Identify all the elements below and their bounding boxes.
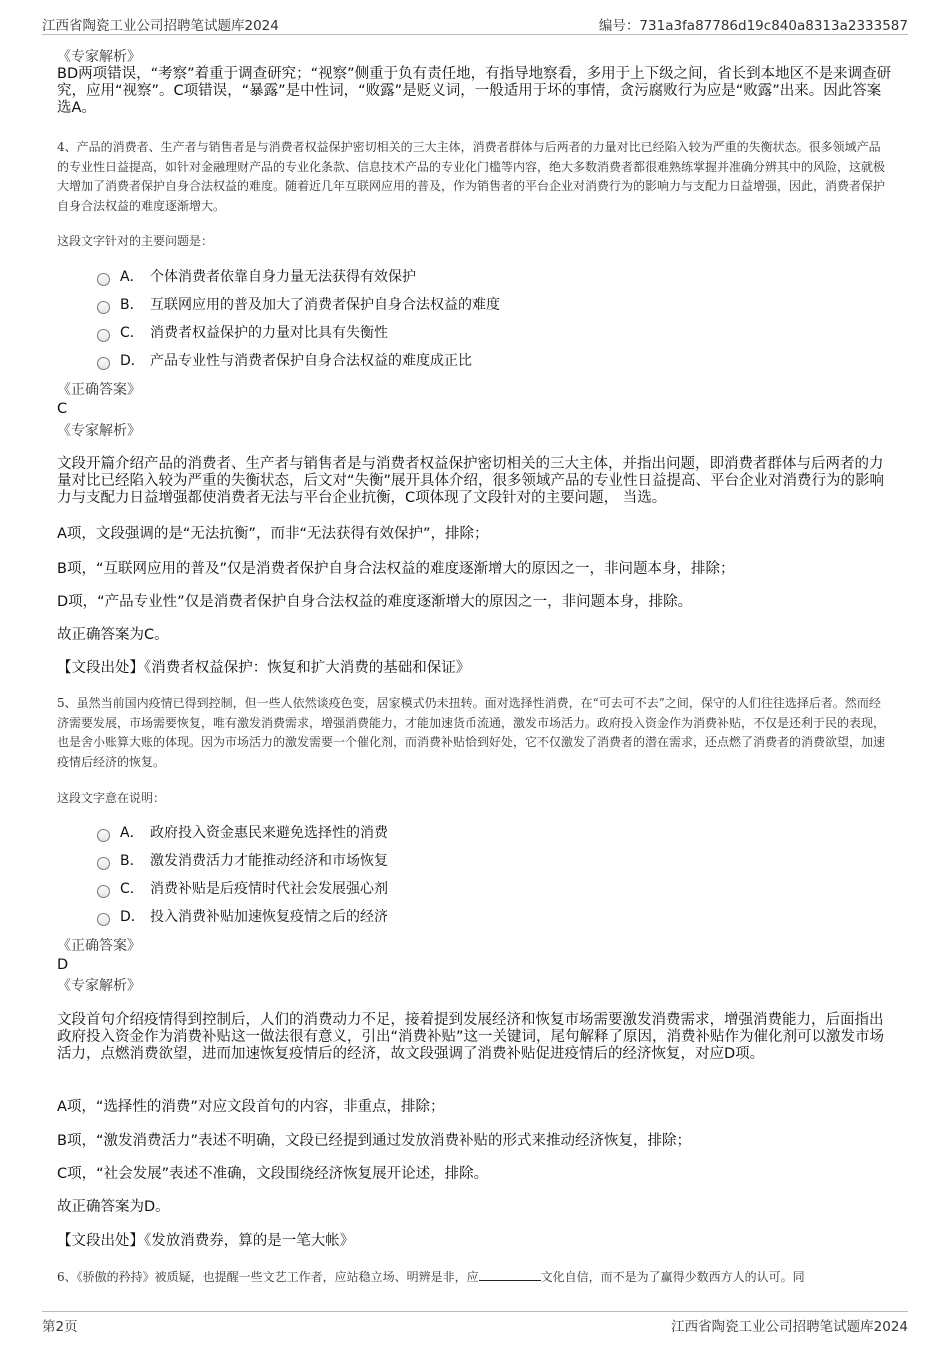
correct-answer: D	[57, 957, 69, 973]
expert-analysis-text: 故正确答案为C。	[57, 627, 169, 643]
expert-analysis-text: B项，“互联网应用的普及”仅是消费者保护自身合法权益的难度逐渐增大的原因之一，非问题本身，排除；	[57, 561, 735, 577]
correct-answer-label: 《正确答案》	[57, 938, 141, 954]
page-footer	[42, 1311, 908, 1336]
radio-icon[interactable]	[97, 301, 110, 314]
q5-option-a[interactable]: A． 政府投入资金惠民来避免选择性的消费	[97, 822, 388, 842]
expert-analysis-label: 《专家解析》	[57, 423, 141, 439]
question-4-stem: 4、产品的消费者、生产者与销售者是与消费者权益保护密切相关的三大主体，消费者群体与后两者的力量对比已经陷入较为严重的失衡状态。很多领域产品的专业性日益提高，如针对金融理财产品的专业化条款、信息技术产品的专业化门槛等内容，绝大多数消费者都很难熟练掌握并准确分辨其中的风险，这就极大增加了消费者保护自身合法权益的难度。随着近几年互联网应用的普及，作为销售者的平台企业对消费行为的影响力与支配力日益增强，因此，消费者保护自身合法权益的难度逐渐增大。	[57, 140, 886, 213]
radio-icon[interactable]	[97, 913, 110, 926]
q4-option-d[interactable]: D． 产品专业性与消费者保护自身合法权益的难度成正比	[97, 350, 472, 370]
question-5-prompt: 这段文字意在说明：	[57, 791, 166, 805]
radio-icon[interactable]	[97, 857, 110, 870]
expert-analysis-text: B项，“激发消费活力”表述不明确，文段已经提到通过发放消费补贴的形式来推动经济恢复，排除；	[57, 1133, 691, 1149]
passage-source: 【文段出处】《发放消费券，算的是一笔大帐》	[57, 1233, 355, 1249]
radio-icon[interactable]	[97, 829, 110, 842]
radio-icon[interactable]	[97, 357, 110, 370]
q5-option-b[interactable]: B． 激发消费活力才能推动经济和市场恢复	[97, 850, 388, 870]
q4-option-a[interactable]: A． 个体消费者依靠自身力量无法获得有效保护	[97, 266, 416, 286]
expert-analysis-label: 《专家解析》	[57, 978, 141, 994]
radio-icon[interactable]	[97, 329, 110, 342]
expert-analysis-label: 《专家解析》	[57, 49, 141, 65]
expert-analysis-text: BD两项错误，“考察”着重于调查研究；“视察”侧重于负有责任地，有指导地察看，多用于上下级之间，省长到本地区不是来调查研究，应用“视察”。C项错误，“暴露”是中性词，“败露”是贬义词，一般适用于坏的事情，贪污腐败行为应是“败露”出来。因此答案选A。	[57, 66, 892, 116]
expert-analysis-text: D项，“产品专业性”仅是消费者保护自身合法权益的难度逐渐增大的原因之一，非问题本身，排除。	[57, 594, 693, 610]
expert-analysis-text: 故正确答案为D。	[57, 1199, 170, 1215]
radio-icon[interactable]	[97, 885, 110, 898]
radio-icon[interactable]	[97, 273, 110, 286]
question-6-stem: 6、《骄傲的矜持》被质疑，也提醒一些文艺工作者，应站稳立场、明辨是非，应 文化自信，而不是为了赢得少数西方人的认可。同	[57, 1270, 805, 1284]
expert-analysis-text: 文段首句介绍疫情得到控制后，人们的消费动力不足，接着提到发展经济和恢复市场需要激发消费需求，增强消费能力，后面指出政府投入资金作为消费补贴这一做法很有意义，引出“消费补贴”这一关键词，尾句解释了原因，消费补贴作为催化剂可以激发市场活力，点燃消费欲望，进而加速恢复疫情后的经济，故文段强调了消费补贴促进疫情后的经济恢复，对应D项。	[57, 1012, 885, 1062]
q5-option-d[interactable]: D． 投入消费补贴加速恢复疫情之后的经济	[97, 906, 388, 926]
expert-analysis-text: A项，“选择性的消费”对应文段首句的内容，非重点，排除；	[57, 1099, 445, 1115]
footer-title: 江西省陶瓷工业公司招聘笔试题库2024	[671, 1319, 908, 1335]
fill-blank	[479, 1269, 541, 1281]
expert-analysis-text: A项，文段强调的是“无法抗衡”，而非“无法获得有效保护”，排除；	[57, 526, 489, 542]
passage-source: 【文段出处】《消费者权益保护：恢复和扩大消费的基础和保证》	[57, 660, 471, 676]
question-5-stem: 5、虽然当前国内疫情已得到控制，但一些人依然谈疫色变，居家模式仍未扭转。面对选择性消费，在“可去可不去”之间，保守的人们往往选择后者。然而经济需要发展，市场需要恢复，唯有激发消费需求，增强消费能力，才能加速货币流通，激发市场活力。政府投入资金作为消费补贴，不仅是还利于民的表现，也是舍小账算大账的体现。因为市场活力的激发需要一个催化剂，而消费补贴恰到好处，它不仅激发了消费者的潜在需求，还点燃了消费者的消费欲望，加速疫情后经济的恢复。	[57, 696, 886, 769]
expert-analysis-text: 文段开篇介绍产品的消费者、生产者与销售者是与消费者权益保护密切相关的三大主体，并指出问题，即消费者群体与后两者的力量对比已经陷入较为严重的失衡状态，后文对“失衡”展开具体介绍，很多领域产品的专业性日益提高、平台企业对消费行为的影响力与支配力日益增强都使消费者无法与平台企业抗衡，C项体现了文段针对的主要问题， 当选。	[57, 456, 885, 506]
expert-analysis-text: C项，“社会发展”表述不准确，文段围绕经济恢复展开论述，排除。	[57, 1166, 489, 1182]
header-title: 江西省陶瓷工业公司招聘笔试题库2024	[42, 18, 279, 34]
q4-option-b[interactable]: B． 互联网应用的普及加大了消费者保护自身合法权益的难度	[97, 294, 500, 314]
page-header	[42, 12, 908, 35]
question-4-prompt: 这段文字针对的主要问题是：	[57, 234, 214, 248]
header-doc-number: 编号：731a3fa87786d19c840a8313a2333587	[598, 18, 908, 34]
page-number: 第2页	[42, 1319, 78, 1335]
correct-answer: C	[57, 401, 68, 417]
correct-answer-label: 《正确答案》	[57, 382, 141, 398]
q5-option-c[interactable]: C． 消费补贴是后疫情时代社会发展强心剂	[97, 878, 388, 898]
q4-option-c[interactable]: C． 消费者权益保护的力量对比具有失衡性	[97, 322, 388, 342]
